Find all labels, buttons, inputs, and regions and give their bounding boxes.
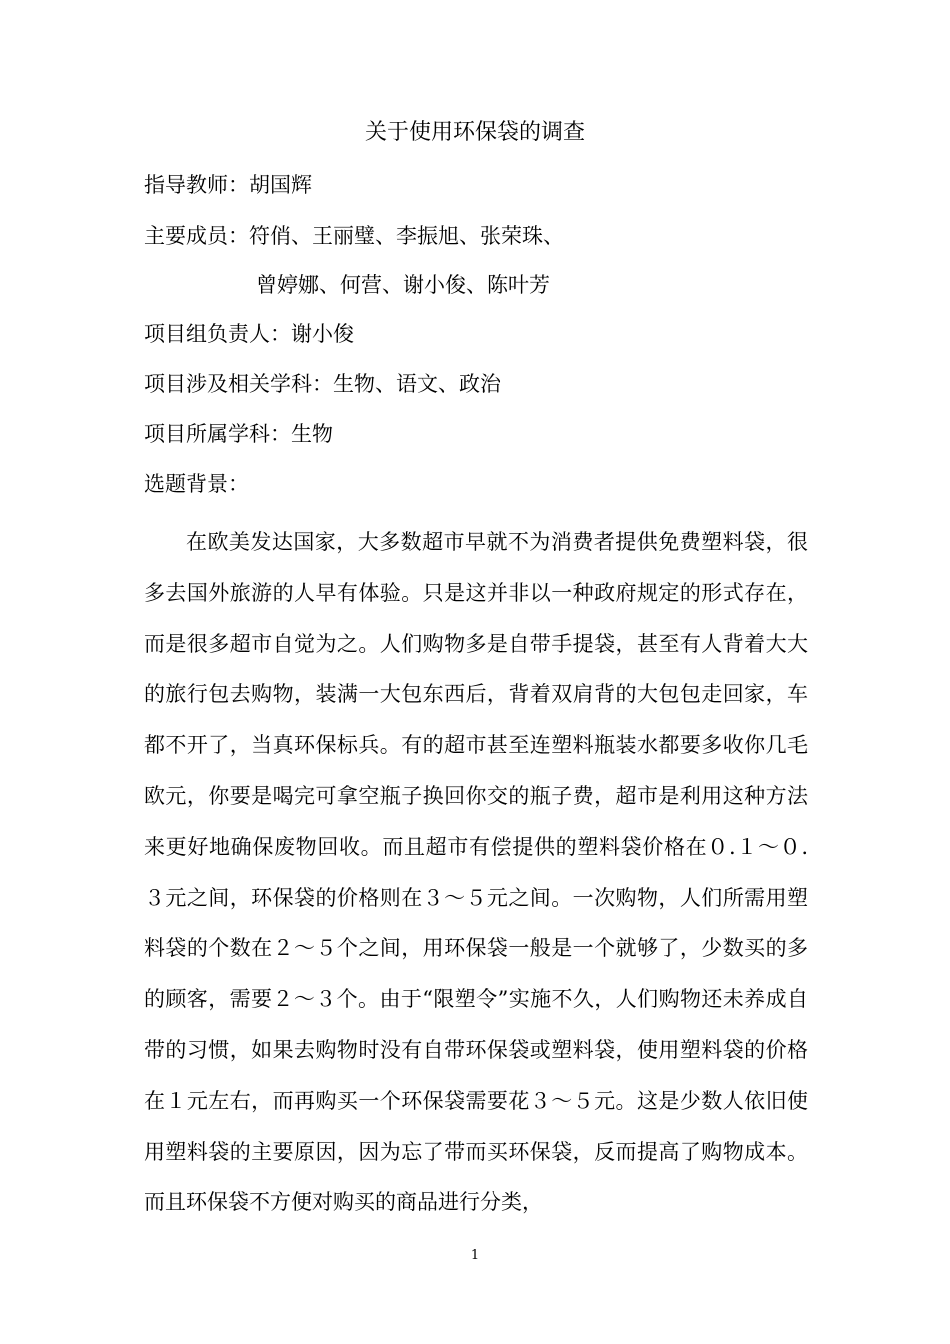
subject-line: 项目所属学科：生物 (144, 422, 333, 446)
document-title: 关于使用环保袋的调查 (364, 120, 585, 145)
background-heading: 选题背景： (144, 472, 249, 496)
leader-line: 项目组负责人：谢小俊 (144, 322, 354, 346)
background-paragraph: 在欧美发达国家，大多数超市早就不为消费者提供免费塑料袋，很多去国外旅游的人早有体验。只是这并非以一种政府规定的形式存在，而是很多超市自觉为之。人们购物多是自带手提袋，甚至有人背着大大的旅行包去购物，装满一大包东西后，背着双肩背的大包包走回家，车都不开了，当真环保标兵。有的超市甚至连塑料瓶装水都要多收你几毛欧元，你要是喝完可拿空瓶子换回你交的瓶子费，超市是利用这种方法来更好地确保废物回收。而且超市有偿提供的塑料袋价格在０.１～０.３元之间，环保袋的价格则在３～５元之间。一次购物，人们所需用塑料袋的个数在２～５个之间，用环保袋一般是一个就够了，少数买的多的顾客，需要２～３个。由于“限塑令”实施不久，人们购物还未养成自带的习惯，如果去购物时没有自带环保袋或塑料袋，使用塑料袋的价格在１元左右，而再购买一个环保袋需要花３～５元。这是少数人依旧使用塑料袋的主要原因，因为忘了带而买环保袋，反而提高了购物成本。而且环保袋不方便对购买的商品进行分类， (144, 530, 808, 1215)
related-subjects-line: 项目涉及相关学科：生物、语文、政治 (144, 372, 501, 396)
members-line: 主要成员：符俏、王丽璧、李振旭、张荣珠、 (144, 224, 564, 248)
advisor-line: 指导教师：胡国辉 (144, 173, 312, 197)
page-number: 1 (470, 1248, 480, 1263)
members-line-continued: 曾婷娜、何营、谢小俊、陈叶芳 (256, 273, 550, 297)
